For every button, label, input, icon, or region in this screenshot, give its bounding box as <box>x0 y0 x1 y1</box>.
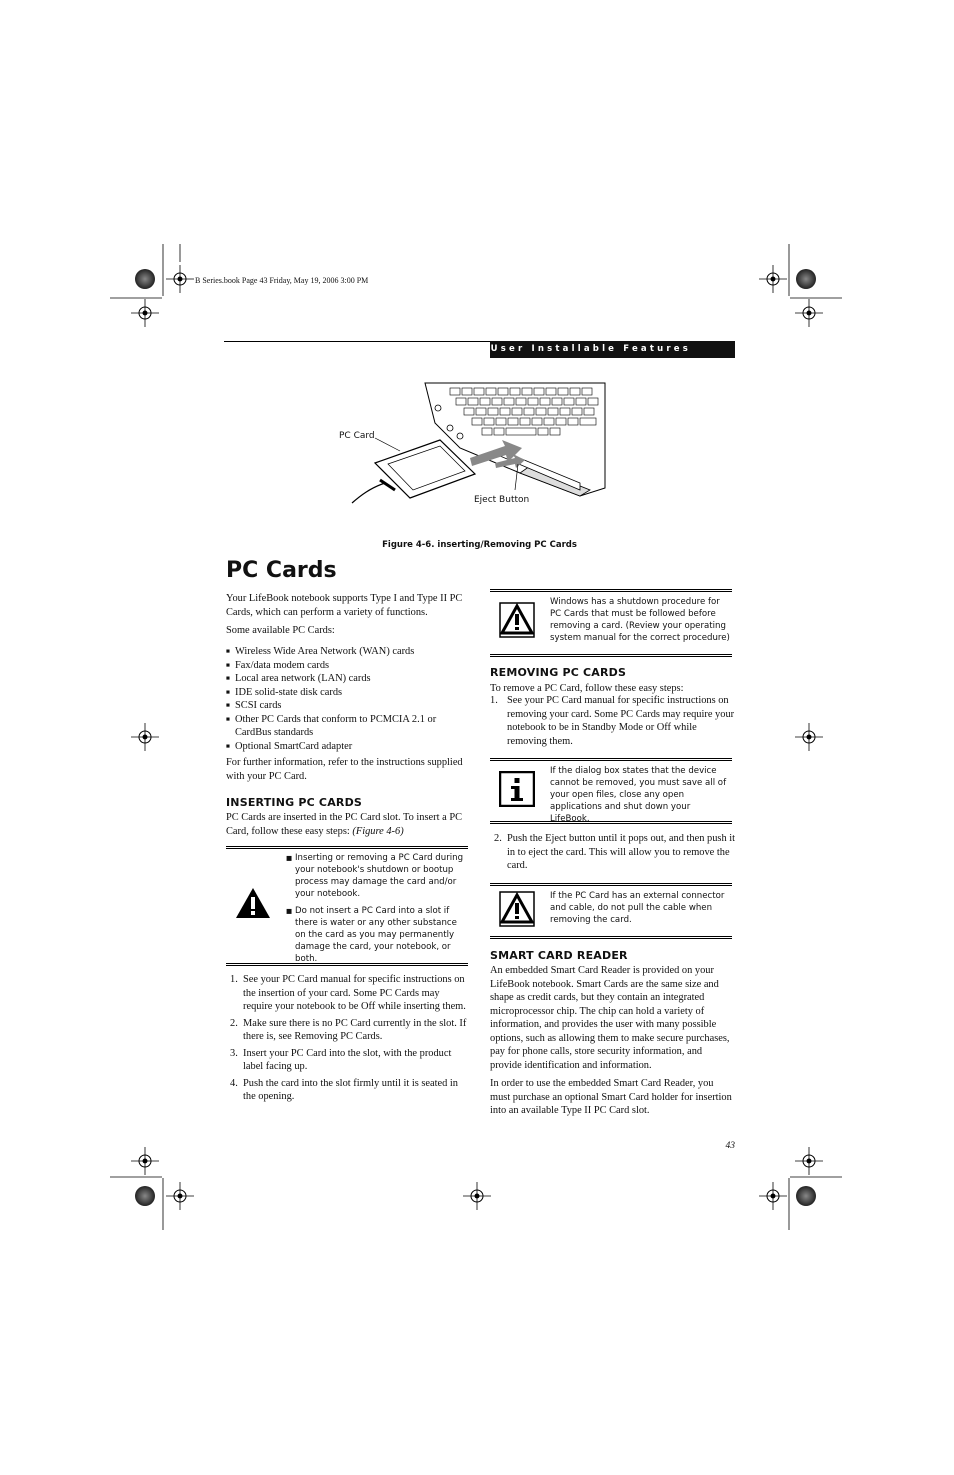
removing-intro: To remove a PC Card, follow these easy steps: <box>490 683 684 694</box>
pc-card-figure <box>340 378 610 508</box>
list-item: ■ Local area network (LAN) cards <box>226 672 471 686</box>
warning-icon <box>235 887 271 919</box>
inserting-intro: PC Cards are inserted in the PC Card slot. To insert a PC Card, follow these easy steps: (Figure 4-6) <box>226 812 463 837</box>
page-number: 43 <box>725 1141 735 1151</box>
smart-card-paragraph-1: An embedded Smart Card Reader is provided on your LifeBook notebook. Smart Cards are the same size and shape as credit cards, but they contain an integrated microprocessor chip. The chip can hold a variety of information, and provides the user with many possible options, such as allowing them to make secure purchases, pay for phone calls, store security information, and provide identification and information. <box>490 965 730 1071</box>
list-item: ■ Inserting or removing a PC Card during your notebook's shutdown or bootup process may damage the card and/or your notebook. <box>286 852 464 900</box>
some-available-label: Some available PC Cards: <box>226 625 335 636</box>
further-info-paragraph: For further information, refer to the instructions supplied with your PC Card. <box>226 757 463 782</box>
removing-step-1 <box>490 694 735 748</box>
figure-label-pc-card: PC Card <box>339 431 375 441</box>
smart-card-paragraph-2: In order to use the embedded Smart Card Reader, you must purchase an optional Smart Card holder for insertion into an available Type II PC Card slot. <box>490 1078 732 1116</box>
list-item: ■ IDE solid-state disk cards <box>226 686 471 700</box>
inserting-heading: INSERTING PC CARDS <box>226 796 363 809</box>
intro-paragraph: Your LifeBook notebook supports Type I and Type II PC Cards, which can perform a variety of functions. <box>226 593 463 618</box>
list-item: ■ Wireless Wide Area Network (WAN) cards <box>226 645 471 659</box>
page-title: PC Cards <box>226 558 337 583</box>
list-item: ■ Other PC Cards that conform to PCMCIA 2.1 or CardBus standards <box>226 713 471 740</box>
info-note-text: If the dialog box states that the device cannot be removed, you must save all of your open files, close any open applications and shut down your LifeBook. <box>550 766 727 824</box>
list-item: ■ Optional SmartCard adapter <box>226 740 471 754</box>
list-item: 4. Push the card into the slot firmly until it is seated in the opening. <box>230 1077 459 1102</box>
list-item: 2. Push the Eject button until it pops out, and then push it in to eject the card. This will allow you to remove the card. <box>494 833 736 871</box>
removing-heading: REMOVING PC CARDS <box>490 666 627 679</box>
removing-step-2 <box>490 832 735 873</box>
card-list <box>226 645 471 753</box>
list-item: 2. Make sure there is no PC Card currently in the slot. If there is, see Removing PC Cards. <box>230 1017 467 1042</box>
list-item: 1. See your PC Card manual for specific instructions on removing your card. Some PC Cards may require your notebook to be in Standby Mode or Off while removing them. <box>490 695 735 747</box>
inserting-warning-list <box>286 852 464 965</box>
caution-icon <box>499 891 535 927</box>
inserting-steps <box>226 973 471 1104</box>
list-item: 1. See your PC Card manual for specific instructions on the insertion of your card. Some PC Cards may require your notebook to be Off while inserting them. <box>230 974 466 1012</box>
figure-caption: Figure 4-6. inserting/Removing PC Cards <box>382 540 577 550</box>
caution-icon <box>499 602 535 638</box>
info-icon <box>499 771 535 807</box>
connector-note-text: If the PC Card has an external connector and cable, do not pull the cable when removing the card. <box>550 891 725 925</box>
list-item: ■ Do not insert a PC Card into a slot if there is water or any other substance on the card as you may permanently damage the card, your notebook, or both. <box>286 905 464 965</box>
running-header: User Installable Features <box>490 341 735 358</box>
list-item: 3. Insert your PC Card into the slot, with the product label facing up. <box>230 1047 452 1072</box>
list-item: ■ Fax/data modem cards <box>226 659 471 673</box>
windows-note-text: Windows has a shutdown procedure for PC Cards that must be followed before removing a card. (Review your operating system manual for the correct procedure) <box>550 597 730 643</box>
smart-card-heading: SMART CARD READER <box>490 949 628 962</box>
list-item: ■ SCSI cards <box>226 699 471 713</box>
book-info: B Series.book Page 43 Friday, May 19, 2006 3:00 PM <box>195 276 369 285</box>
figure-label-eject-button: Eject Button <box>474 495 530 505</box>
